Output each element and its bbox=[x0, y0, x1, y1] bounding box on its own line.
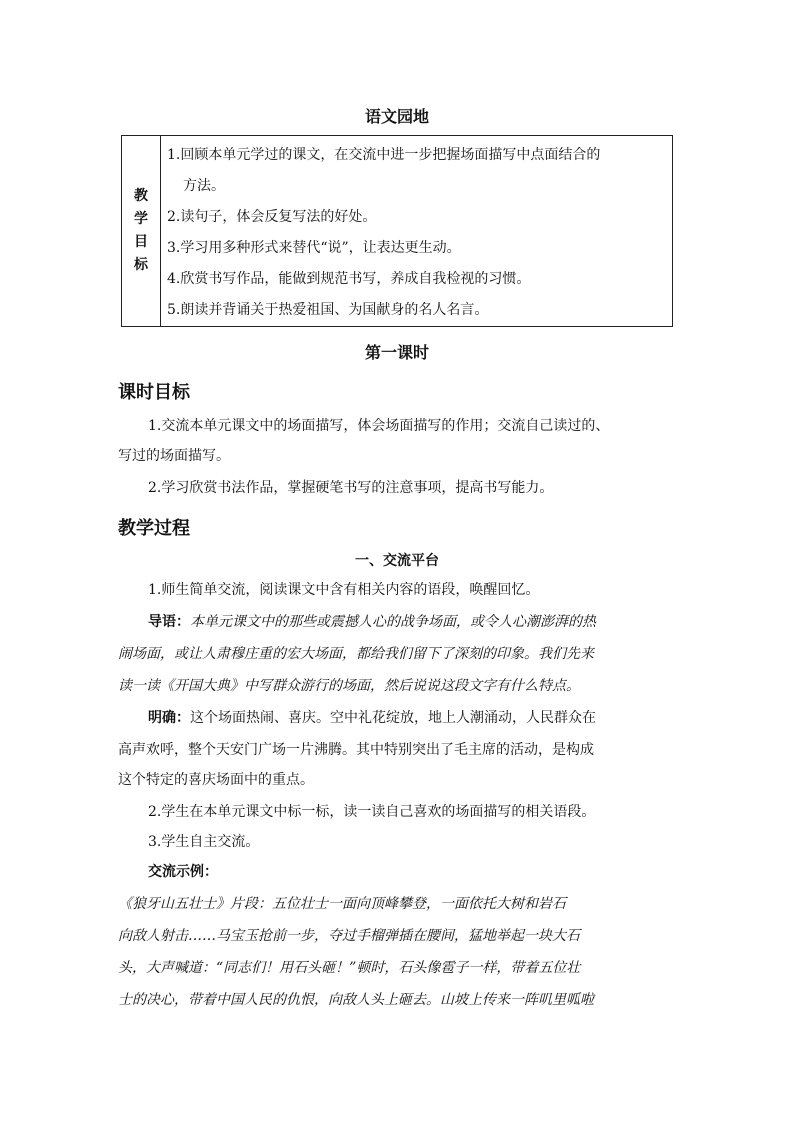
goals-label-char: 目 bbox=[134, 234, 148, 250]
step-line: 1.师生简单交流，阅读课文中含有相关内容的语段，唤醒回忆。 bbox=[148, 582, 540, 598]
guide-line: 读一读《开国大典》中写群众游行的场面，然后说说这段文字有什么特点。 bbox=[118, 678, 580, 694]
example-line: 头，大声喊道：“同志们！用石头砸！”顿时，石头像雹子一样，带着五位壮 bbox=[118, 960, 581, 976]
objective-line: 2.学习欣赏书法作品，掌握硬笔书写的注意事项，提高书写能力。 bbox=[148, 480, 554, 496]
teaching-goals-table bbox=[121, 135, 673, 327]
step-line: 2.学生在本单元课文中标一标，读一读自己喜欢的场面描写的相关语段。 bbox=[148, 804, 596, 820]
example-line: 士的决心，带着中国人民的仇恨，向敌人头上砸去。山坡上传来一阵叽里呱啦 bbox=[118, 992, 594, 1008]
goal-item-continuation: 方法。 bbox=[183, 178, 225, 194]
objective-line: 写过的场面描写。 bbox=[118, 448, 230, 464]
clarify-label: 明确： bbox=[148, 710, 190, 726]
clarify-line: 这个特定的喜庆场面中的重点。 bbox=[118, 772, 314, 788]
goal-item: 2.读句子，体会反复写法的好处。 bbox=[167, 209, 377, 225]
guide-line bbox=[148, 612, 596, 632]
goals-label-char: 教 bbox=[134, 188, 148, 204]
goals-label-char: 标 bbox=[134, 257, 148, 273]
goals-label-cell bbox=[122, 136, 161, 327]
section-title: 一、交流平台 bbox=[355, 553, 439, 569]
objective-line: 1.交流本单元课文中的场面描写，体会场面描写的作用；交流自己读过的、 bbox=[148, 418, 610, 434]
goal-item: 3.学习用多种形式来替代“说”，让表达更生动。 bbox=[167, 240, 461, 256]
guide-text: 本单元课文中的那些或震撼人心的战争场面，或令人心潮澎湃的热 bbox=[190, 614, 596, 630]
guide-line: 闹场面，或让人肃穆庄重的宏大场面，都给我们留下了深刻的印象。我们先来 bbox=[118, 646, 594, 662]
clarify-text: 这个场面热闹、喜庆。空中礼花绽放，地上人潮涌动，人民群众在 bbox=[190, 710, 596, 726]
example-line: 《狼牙山五壮士》片段：五位壮士一面向顶峰攀登，一面依托大树和岩石 bbox=[118, 896, 566, 912]
process-heading: 教学过程 bbox=[118, 518, 190, 539]
goals-items-cell bbox=[161, 136, 673, 327]
guide-label: 导语： bbox=[148, 614, 190, 630]
goals-label-char: 学 bbox=[134, 211, 148, 227]
clarify-line: 高声欢呼，整个天安门广场一片沸腾。其中特别突出了毛主席的活动，是构成 bbox=[118, 742, 594, 758]
example-label: 交流示例： bbox=[148, 864, 218, 880]
objectives-heading: 课时目标 bbox=[118, 382, 190, 403]
step-line: 3.学生自主交流。 bbox=[148, 834, 260, 850]
clarify-line bbox=[148, 708, 596, 728]
example-line: 向敌人射击……马宝玉抢前一步，夺过手榴弹插在腰间，猛地举起一块大石 bbox=[118, 928, 580, 944]
goal-item: 1.回顾本单元学过的课文，在交流中进一步把握场面描写中点面结合的 bbox=[167, 147, 601, 163]
lesson-title: 第一课时 bbox=[364, 343, 429, 362]
goal-item: 4.欣赏书写作品，能做到规范书写，养成自我检视的习惯。 bbox=[167, 271, 531, 287]
document-title: 语文园地 bbox=[364, 107, 429, 126]
goal-item: 5.朗读并背诵关于热爱祖国、为国献身的名人名言。 bbox=[167, 302, 489, 318]
